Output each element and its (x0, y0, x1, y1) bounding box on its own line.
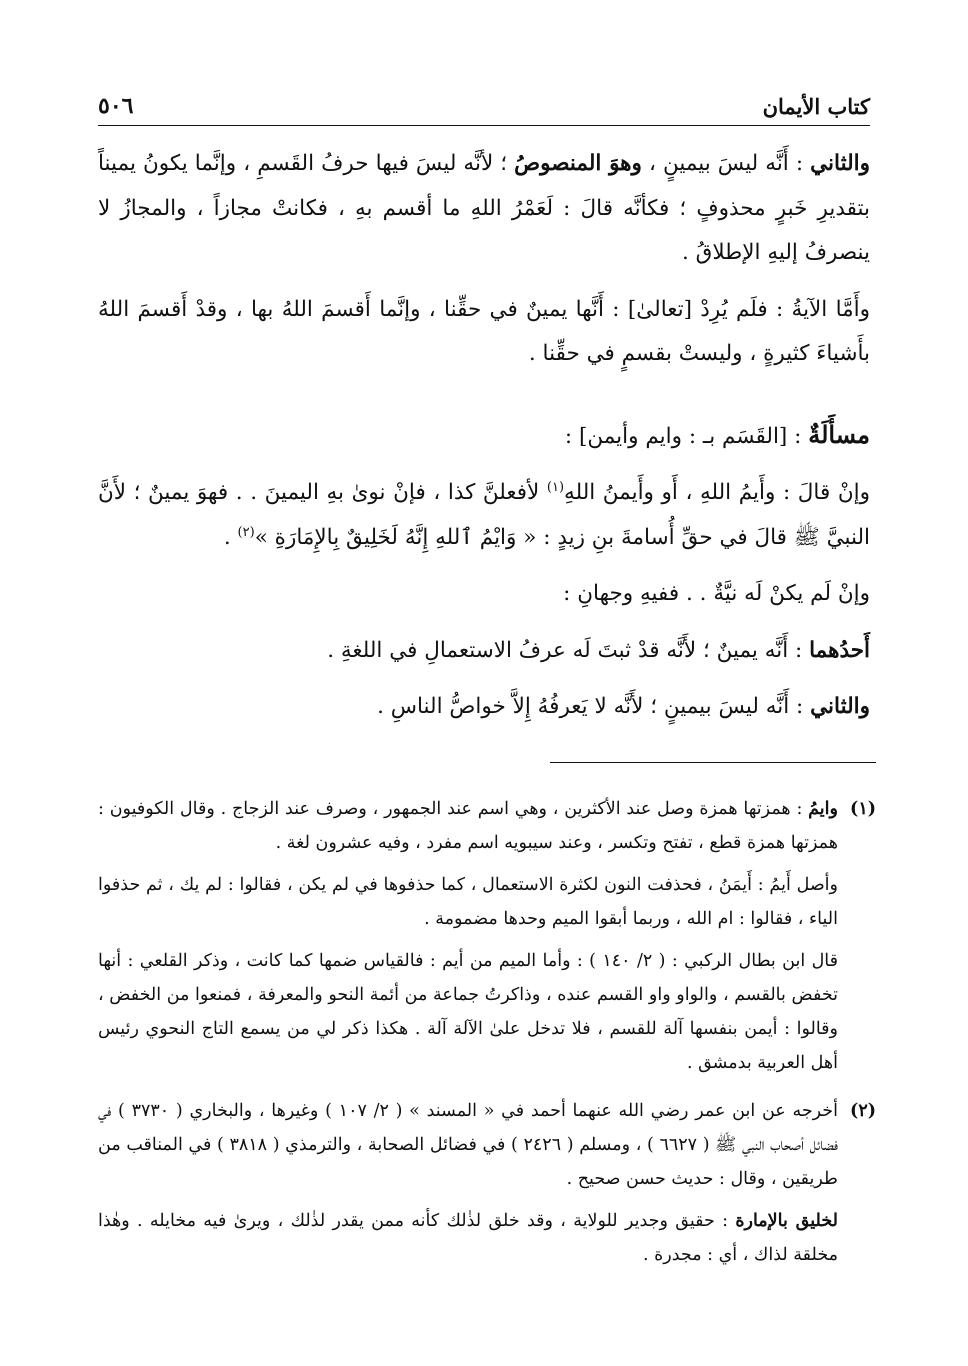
footnote-1 (98, 792, 876, 1088)
paragraph-emphasis: وهوَ المنصوصُ (514, 151, 642, 176)
footnote-paragraph (98, 1204, 838, 1272)
page-number: ٥٠٦ (98, 93, 134, 119)
footnote-number: (٢) (850, 1101, 876, 1121)
book-title: كتاب الأيمان (762, 94, 870, 119)
footnote-paragraph: وأصل أَيمُ : أَيمَنُ ، فحذفت النون لكثرة الاستعمال ، كما حذفوها في لم يكن ، فقالوا : لم يك ، ثم حذفوا الياء ، فقالوا : ام الله ، وربما أبقوا الميم وحدها مضمومة . (98, 875, 838, 929)
footnote-body (98, 792, 838, 1088)
footnote-ref-2[interactable]: (٢) (237, 524, 255, 540)
paragraph-verse: وأَمَّا الآيةُ : فلَم يُرِدْ [تعالىٰ] : أَنَّها يمينٌ في حقِّنا ، وإنَّما أَقسمَ اللهُ بها ، وقدْ أَقسمَ اللهُ بأَشياءَ كثيرةٍ ، وليستْ بقسمٍ في حقِّنا . (98, 296, 870, 366)
paragraph-no-intent: وإنْ لَم يكنْ لَه نيَّةٌ . . ففيهِ وجهانِ : (563, 581, 870, 606)
issue-title: : [القَسَم بـ : وايم وأيمن] : (564, 423, 809, 449)
footnote-lead: وايمُ (808, 799, 838, 819)
paragraph-text: وإنْ قالَ : وأَيمُ اللهِ ، أَو وأَيمنُ اللهِ (564, 480, 870, 505)
footnote-2 (98, 1094, 876, 1280)
paragraph-lead: والثاني (810, 151, 870, 176)
footnote-number: (١) (850, 799, 876, 819)
footnotes (98, 792, 876, 1286)
paragraph-text: : أَنَّه ليسَ بيمينٍ ؛ لأَنَّه لا يَعرفُهُ إِلاَّ خواصُّ الناسِ . (377, 694, 811, 719)
issue-heading (98, 413, 870, 460)
running-header (98, 86, 870, 126)
footnote-text: : همزتها همزة وصل عند الأكثرين ، وهي اسم عند الجمهور ، وصرف عند الزجاج . وقال الكوفيون : همزتها همزة قطع ، تفتح وتكسر ، وعند سيبويه اسم مفرد ، وفيه عشرون لغة . (98, 799, 838, 853)
footnote-paragraph (98, 792, 838, 860)
main-text (98, 142, 870, 742)
footnote-ref-1[interactable]: (١) (546, 479, 565, 495)
paragraph-aym (98, 471, 870, 560)
paragraph-text: : أَنَّه يمينٌ ؛ لأَنَّه قدْ ثبتَ لَه عرفُ الاستعمالِ في اللغةِ . (327, 637, 810, 663)
paragraph-text: : أَنَّه ليسَ بيمينٍ ، (641, 151, 811, 176)
paragraph-text: . (223, 524, 238, 550)
paragraph-first-view (98, 629, 870, 674)
paragraph-second-view (98, 142, 870, 276)
footnote-body (98, 1094, 838, 1280)
paragraph-text: لأفعلنَّ كذا ، فإنْ نوىٰ بهِ اليمينَ . . فهوَ يمينٌ ؛ لأَنَّ النبيَّ ﷺ قالَ في حقِّ أُسامةَ بنِ زيدٍ : « وَايْمُ ٱللهِ إِنَّهُ لَخَلِيقٌ بِالإِمَارَةِ » (98, 480, 870, 550)
footnote-lead: لخليق بالإمارة (735, 1211, 838, 1231)
paragraph-second-view-b (98, 685, 870, 730)
paragraph-lead: أَحدُهما (809, 637, 870, 663)
footnote-paragraph: أخرجه عن ابن عمر رضي الله عنهما أحمد في « المسند » ( ٢/ ١٠٧ ) وغيرها ، والبخاري ( ٣٧٣٠ ) في فضائل أصحاب النبي ﷺ ( ٦٦٢٧ ) ، ومسلم ( ٢٤٢٦ ) في فضائل الصحابة ، والترمذي ( ٣٨١٨ ) في المناقب من طريقين ، وقال : حديث حسن صحيح . (98, 1101, 839, 1189)
paragraph-lead: والثاني (810, 694, 870, 719)
footnote-text: : حقيق وجدير للولاية ، وقد خلق لذٰلك كأنه ممن يقدر لذٰلك ، ويرىٰ فيه مخايله . وهٰذا مخلقة لذاك ، أي : مجدرة . (98, 1211, 838, 1265)
paragraph-text: ؛ لأنَّه ليسَ فيها حرفُ القَسمِ ، وإنَّما يكونُ يميناً بتقديرِ خَبرٍ محذوفٍ ؛ فكأنَّه قالَ : لَعَمْرُ اللهِ ما أقسم بهِ ، فكانتْ مجازاً ، والمجازُ لا ينصرفُ إليهِ الإطلاقُ . (98, 151, 870, 265)
footnote-separator (550, 762, 876, 763)
footnote-paragraph: قال ابن بطال الركبي : ( ٢/ ١٤٠ ) : وأما الميم من أيم : فالقياس ضمها كما كانت ، وذكر القلعي : أنها تخفض بالقسم ، والواو واو القسم عنده ، وذاكرتُ جماعة من أئمة النحو والمعرفة ، فمنعوا من الخفض ، وقالوا : أيمن بنفسها آلة للقسم ، فلا تدخل علىٰ الآلة آلة . هكذا ذكر لي من يسمع التاج النحوي رئيس أهل العربية بدمشق . (98, 951, 838, 1073)
issue-label: مسأَلَةٌ (808, 419, 870, 449)
